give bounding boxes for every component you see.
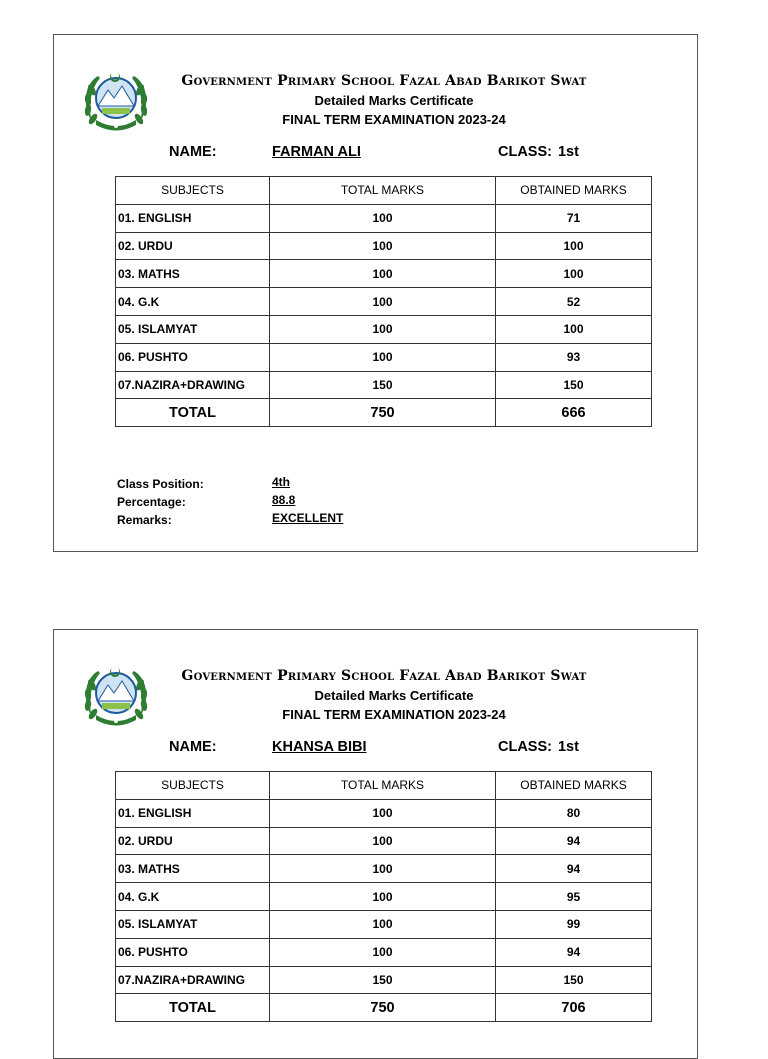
header-subjects: SUBJECTS <box>116 177 270 205</box>
obtained-marks-cell: 93 <box>496 343 652 371</box>
total-marks-sum: 750 <box>270 994 496 1022</box>
obtained-marks-cell: 100 <box>496 315 652 343</box>
subject-cell: 01. ENGLISH <box>116 204 270 232</box>
table-row <box>116 232 652 260</box>
subject-cell: 01. ENGLISH <box>116 799 270 827</box>
table-row <box>116 966 652 994</box>
header-subjects: SUBJECTS <box>116 772 270 800</box>
total-marks-cell: 100 <box>270 855 496 883</box>
percentage-label: Percentage: <box>117 495 186 509</box>
total-marks-cell: 100 <box>270 260 496 288</box>
table-row <box>116 855 652 883</box>
class-label: CLASS: <box>498 144 552 160</box>
marks-table <box>115 176 652 427</box>
total-marks-cell: 100 <box>270 204 496 232</box>
student-name: KHANSA BIBI <box>272 739 367 755</box>
obtained-marks-cell: 94 <box>496 938 652 966</box>
header-obtained-marks: OBTAINED MARKS <box>496 177 652 205</box>
obtained-marks-cell: 95 <box>496 883 652 911</box>
subject-cell: 03. MATHS <box>116 855 270 883</box>
total-marks-cell: 100 <box>270 315 496 343</box>
subject-cell: 06. PUSHTO <box>116 343 270 371</box>
subject-cell: 04. G.K <box>116 883 270 911</box>
class-info <box>498 739 579 755</box>
total-marks-cell: 100 <box>270 799 496 827</box>
school-name: Government Primary School Fazal Abad Barikot Swat <box>181 668 587 684</box>
class-label: CLASS: <box>498 739 552 755</box>
marks-table <box>115 771 652 1022</box>
total-obtained-sum: 706 <box>496 994 652 1022</box>
student-name: FARMAN ALI <box>272 144 361 160</box>
kpk-emblem-icon <box>78 68 154 136</box>
subject-cell: 02. URDU <box>116 232 270 260</box>
percentage-value: 88.8 <box>272 493 296 507</box>
table-row <box>116 883 652 911</box>
kpk-emblem-icon <box>78 663 154 731</box>
marks-certificate <box>53 34 698 552</box>
remarks-value: EXCELLENT <box>272 511 344 525</box>
table-row <box>116 260 652 288</box>
table-row <box>116 315 652 343</box>
table-row <box>116 799 652 827</box>
remarks-label: Remarks: <box>117 513 172 527</box>
certificate-subtitle: Detailed Marks Certificate <box>314 93 474 108</box>
table-row <box>116 938 652 966</box>
exam-title: FINAL TERM EXAMINATION 2023-24 <box>282 707 506 722</box>
class-position-value: 4th <box>272 475 290 489</box>
total-marks-cell: 100 <box>270 232 496 260</box>
obtained-marks-cell: 100 <box>496 260 652 288</box>
name-label: NAME: <box>169 144 217 160</box>
class-value: 1st <box>557 739 579 755</box>
subject-cell: 06. PUSHTO <box>116 938 270 966</box>
total-row <box>116 994 652 1022</box>
subject-cell: 05. ISLAMYAT <box>116 315 270 343</box>
total-row <box>116 399 652 427</box>
obtained-marks-cell: 52 <box>496 288 652 316</box>
subject-cell: 02. URDU <box>116 827 270 855</box>
marks-certificate <box>53 629 698 1059</box>
total-marks-cell: 150 <box>270 966 496 994</box>
class-value: 1st <box>557 144 579 160</box>
obtained-marks-cell: 150 <box>496 966 652 994</box>
obtained-marks-cell: 94 <box>496 827 652 855</box>
table-row <box>116 371 652 399</box>
class-info <box>498 144 579 160</box>
school-name: Government Primary School Fazal Abad Barikot Swat <box>181 73 587 89</box>
total-marks-sum: 750 <box>270 399 496 427</box>
obtained-marks-cell: 99 <box>496 910 652 938</box>
obtained-marks-cell: 94 <box>496 855 652 883</box>
subject-cell: 04. G.K <box>116 288 270 316</box>
total-label: TOTAL <box>116 399 270 427</box>
class-position-label: Class Position: <box>117 477 204 491</box>
subject-cell: 07.NAZIRA+DRAWING <box>116 371 270 399</box>
name-label: NAME: <box>169 739 217 755</box>
total-marks-cell: 100 <box>270 883 496 911</box>
header-obtained-marks: OBTAINED MARKS <box>496 772 652 800</box>
table-header-row <box>116 177 652 205</box>
total-marks-cell: 100 <box>270 288 496 316</box>
subject-cell: 07.NAZIRA+DRAWING <box>116 966 270 994</box>
total-marks-cell: 100 <box>270 827 496 855</box>
table-row <box>116 204 652 232</box>
total-marks-cell: 150 <box>270 371 496 399</box>
total-marks-cell: 100 <box>270 343 496 371</box>
obtained-marks-cell: 80 <box>496 799 652 827</box>
table-row <box>116 288 652 316</box>
table-row <box>116 910 652 938</box>
table-row <box>116 343 652 371</box>
obtained-marks-cell: 150 <box>496 371 652 399</box>
obtained-marks-cell: 100 <box>496 232 652 260</box>
subject-cell: 05. ISLAMYAT <box>116 910 270 938</box>
exam-title: FINAL TERM EXAMINATION 2023-24 <box>282 112 506 127</box>
header-total-marks: TOTAL MARKS <box>270 177 496 205</box>
total-marks-cell: 100 <box>270 910 496 938</box>
subject-cell: 03. MATHS <box>116 260 270 288</box>
total-label: TOTAL <box>116 994 270 1022</box>
total-obtained-sum: 666 <box>496 399 652 427</box>
table-row <box>116 827 652 855</box>
header-total-marks: TOTAL MARKS <box>270 772 496 800</box>
obtained-marks-cell: 71 <box>496 204 652 232</box>
certificate-subtitle: Detailed Marks Certificate <box>314 688 474 703</box>
total-marks-cell: 100 <box>270 938 496 966</box>
table-header-row <box>116 772 652 800</box>
